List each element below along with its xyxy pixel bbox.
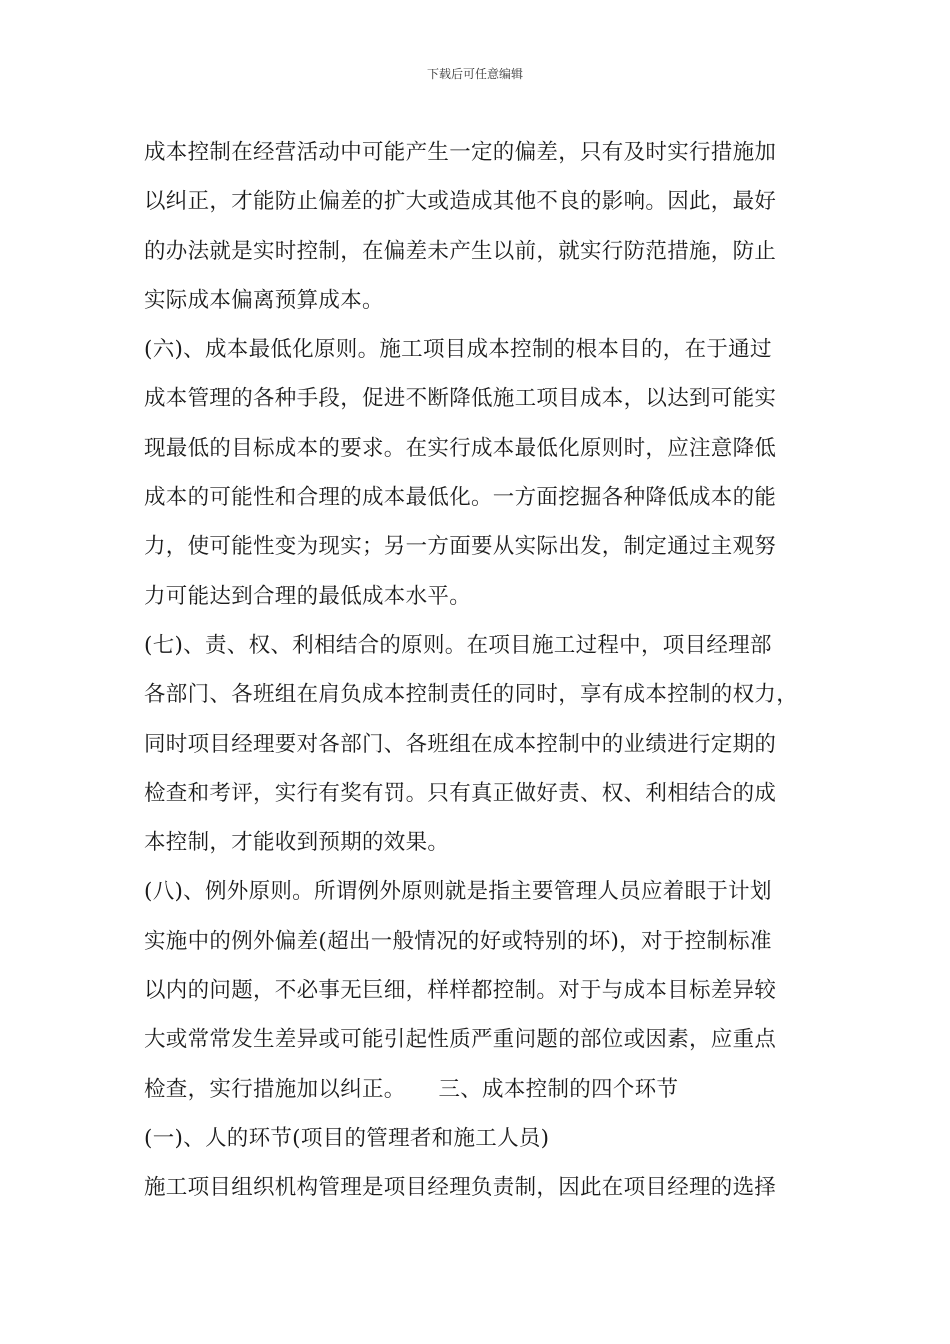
text-line: 成本的可能性和合理的成本最低化。一方面挖掘各种降低成本的能	[144, 485, 777, 511]
section-heading-line: (六)、成本最低化原则。施工项目成本控制的根本目的，在于通过	[144, 337, 772, 363]
text-line: 大或常常发生差异或可能引起性质严重问题的部位或因素，应重点	[144, 1027, 777, 1053]
text-line: 同时项目经理要对各部门、各班组在成本控制中的业绩进行定期的	[144, 731, 777, 757]
section-heading-line: (七)、责、权、利相结合的原则。在项目施工过程中，项目经理部	[144, 632, 772, 658]
text-line: 成本控制在经营活动中可能产生一定的偏差，只有及时实行措施加	[144, 140, 777, 165]
text-line: 以内的问题，不必事无巨细，样样都控制。对于与成本目标差异较	[144, 978, 777, 1004]
text-line: 各部门、各班组在肩负成本控制责任的同时，享有成本控制的权力，	[144, 682, 799, 708]
page-header: 下载后可任意编辑	[426, 67, 523, 81]
section-heading-line: (一)、人的环节(项目的管理者和施工人员)	[144, 1125, 550, 1151]
text-line: 成本管理的各种手段，促进不断降低施工项目成本，以达到可能实	[144, 386, 777, 412]
text-line: 施工项目组织机构管理是项目经理负责制，因此在项目经理的选择	[144, 1175, 777, 1201]
document-body	[144, 128, 824, 1213]
text-line: 现最低的目标成本的要求。在实行成本最低化原则时，应注意降低	[144, 435, 777, 461]
section-heading-line: (八)、例外原则。所谓例外原则就是指主要管理人员应着眼于计划	[144, 879, 772, 905]
text-line: 检查，实行措施加以纠正。 三、成本控制的四个环节	[144, 1076, 679, 1102]
text-line: 的办法就是实时控制，在偏差未产生以前，就实行防范措施，防止	[144, 238, 777, 264]
text-line: 力，使可能性变为现实；另一方面要从实际出发，制定通过主观努	[144, 534, 777, 560]
text-line: 本控制，才能收到预期的效果。	[144, 830, 450, 856]
text-line: 力可能达到合理的最低成本水平。	[144, 583, 472, 609]
text-line: 以纠正，才能防止偏差的扩大或造成其他不良的影响。因此，最好	[144, 189, 777, 215]
text-line: 实施中的例外偏差(超出一般情况的好或特别的坏)，对于控制标准	[144, 928, 772, 954]
text-line: 检查和考评，实行有奖有罚。只有真正做好责、权、利相结合的成	[144, 780, 777, 806]
text-line: 实际成本偏离预算成本。	[144, 287, 384, 313]
